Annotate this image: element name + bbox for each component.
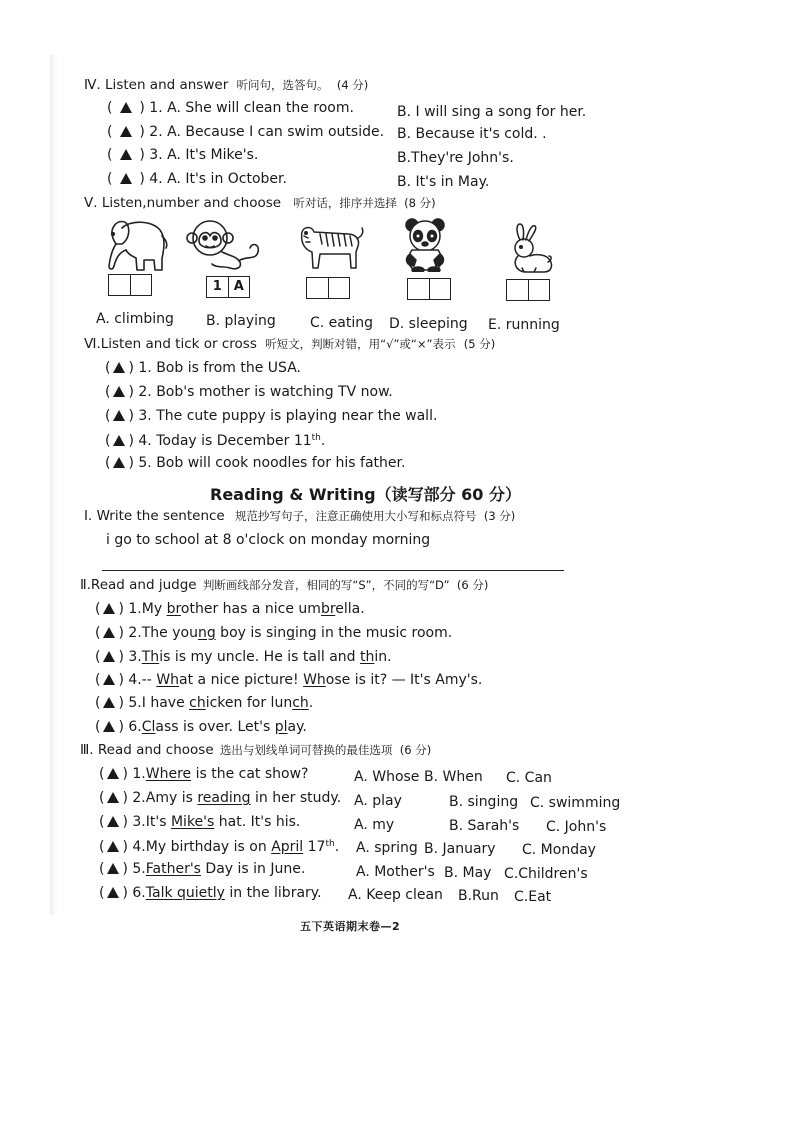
writing-answer-line[interactable]	[102, 570, 564, 571]
caption-c: C. eating	[310, 315, 374, 331]
sec4-heading	[84, 76, 368, 94]
w1-heading-en: Ⅰ. Write the sentence	[84, 508, 225, 524]
sec6-q1: ( ) 1. Bob is from the USA.	[105, 360, 301, 376]
w2-q5: ( ) 5.I have chicken for lunch.	[95, 695, 314, 711]
w2-q2: ( ) 2.The young boy is singing in the music room.	[95, 625, 453, 641]
w3-heading-cn: 选出与划线单词可替换的最佳选项	[219, 743, 393, 757]
option-b: B. Because it's cold. .	[397, 126, 547, 142]
option-a: A. Mother's	[356, 864, 435, 880]
option-c: C. swimming	[530, 795, 621, 811]
w1-score: (3 分)	[483, 509, 516, 523]
answer-box-2[interactable]: 1 A	[206, 276, 250, 298]
w2-q1: ( ) 1.My brother has a nice umbrella.	[95, 601, 365, 617]
triangle-icon	[120, 173, 132, 184]
option-a: A. It's in October.	[167, 171, 287, 187]
option-a: A. spring	[356, 840, 418, 856]
w1-heading	[84, 507, 515, 525]
w2-heading	[80, 576, 488, 594]
copy-sentence: i go to school at 8 o'clock on monday morning	[106, 532, 431, 548]
triangle-icon	[113, 435, 125, 446]
option-a: A. She will clean the room.	[167, 100, 354, 116]
sec5-heading	[84, 194, 436, 212]
option-a: A. Keep clean	[348, 887, 443, 903]
option-c: C. Can	[506, 770, 552, 786]
triangle-icon	[103, 721, 115, 732]
answer-box-3[interactable]	[306, 277, 350, 299]
answer-box-4[interactable]	[407, 278, 451, 300]
option-a: A. my	[354, 817, 395, 833]
monkey-icon	[186, 216, 270, 272]
triangle-icon	[103, 627, 115, 638]
page-footer: 五下英语期末卷—2	[300, 920, 401, 933]
caption-e: E. running	[488, 317, 560, 333]
triangle-icon	[120, 126, 132, 137]
triangle-icon	[103, 697, 115, 708]
sec6-heading-en: Ⅵ.Listen and tick or cross	[84, 336, 257, 352]
triangle-icon	[113, 410, 125, 421]
w3-score: (6 分)	[399, 743, 432, 757]
triangle-icon	[113, 362, 125, 373]
reading-writing-title: Reading & Writing（读写部分 60 分）	[210, 485, 521, 504]
option-a: A. It's Mike's.	[167, 147, 259, 163]
caption-a: A. climbing	[96, 311, 174, 327]
answer-box-1[interactable]	[108, 274, 152, 296]
option-a: A. play	[354, 793, 402, 809]
tiger-icon	[296, 222, 366, 272]
option-a: A. Because I can swim outside.	[167, 124, 385, 140]
option-c: C. Monday	[522, 842, 596, 858]
w2-q3: ( ) 3.This is my uncle. He is tall and thin.	[95, 649, 392, 665]
triangle-icon	[103, 674, 115, 685]
option-c: C.Children's	[504, 866, 588, 882]
w2-q4: ( ) 4.-- What a nice picture! Whose is it? — It's Amy's.	[95, 672, 483, 688]
w3-q6: ( ) 6.Talk quietly in the library.	[99, 885, 322, 901]
w1-heading-cn: 规范抄写句子，注意正确使用大小写和标点符号	[235, 509, 477, 523]
answer-box-5[interactable]	[506, 279, 550, 301]
w2-q6: ( ) 6.Class is over. Let's play.	[95, 719, 307, 735]
triangle-icon	[107, 863, 119, 874]
w3-heading-en: Ⅲ. Read and choose	[80, 742, 214, 758]
option-b: B.They're John's.	[397, 150, 514, 166]
w3-q5: ( ) 5.Father's Day is in June.	[99, 861, 306, 877]
option-c: C.Eat	[514, 889, 552, 905]
option-c: C. John's	[546, 819, 607, 835]
sec5-score: (8 分)	[404, 196, 436, 210]
option-b: B. May	[444, 865, 492, 881]
triangle-icon	[103, 651, 115, 662]
option-b: B.Run	[458, 888, 499, 904]
w2-heading-cn: 判断画线部分发音，相同的写“S”，不同的写“D”	[202, 578, 450, 592]
triangle-icon	[120, 102, 132, 113]
sec4-q3: ( ) 3. A. It's Mike's.	[107, 147, 259, 163]
sec5-heading-cn: 听对话，排序并选择	[293, 196, 397, 210]
w3-q4: ( ) 4.My birthday is on April 17th.	[99, 839, 340, 855]
triangle-icon	[107, 816, 119, 827]
sec4-q2: ( ) 2. A. Because I can swim outside.	[107, 124, 385, 140]
w2-heading-en: Ⅱ.Read and judge	[80, 577, 197, 593]
w2-score: (6 分)	[456, 578, 489, 592]
sec6-q3: ( ) 3. The cute puppy is playing near the wall.	[105, 408, 438, 424]
panda-icon	[402, 216, 448, 272]
triangle-icon	[113, 457, 125, 468]
sec6-heading	[84, 335, 495, 353]
option-b: B. I will sing a song for her.	[397, 104, 587, 120]
option-a: A. Whose	[354, 769, 420, 785]
triangle-icon	[113, 386, 125, 397]
triangle-icon	[107, 768, 119, 779]
triangle-icon	[107, 841, 119, 852]
sec4-heading-cn: 听问句，选答句。	[236, 78, 329, 92]
w3-q3: ( ) 3.It's Mike's hat. It's his.	[99, 814, 301, 830]
w3-q2: ( ) 2.Amy is reading in her study.	[99, 790, 342, 806]
option-b: B. January	[424, 841, 496, 857]
sec5-heading-en: Ⅴ. Listen,number and choose	[84, 195, 282, 211]
caption-b: B. playing	[206, 313, 276, 329]
w3-q1: ( ) 1.Where is the cat show?	[99, 766, 309, 782]
option-b: B. Sarah's	[449, 818, 520, 834]
elephant-icon	[100, 214, 170, 274]
scan-edge-shadow	[50, 55, 58, 915]
triangle-icon	[103, 603, 115, 614]
caption-d: D. sleeping	[389, 316, 468, 332]
triangle-icon	[107, 887, 119, 898]
sec4-score: (4 分)	[336, 78, 369, 92]
sec6-q4: ( ) 4. Today is December 11th.	[105, 433, 326, 449]
w3-heading	[80, 741, 431, 759]
triangle-icon	[120, 149, 132, 160]
sec4-q4: ( ) 4. A. It's in October.	[107, 171, 287, 187]
option-b: B. It's in May.	[397, 174, 490, 190]
option-b: B. When	[424, 769, 483, 785]
sec6-heading-cn: 听短文，判断对错，用“√”或“×”表示	[265, 337, 456, 351]
sec6-score: (5 分)	[463, 337, 496, 351]
option-b: B. singing	[449, 794, 519, 810]
triangle-icon	[107, 792, 119, 803]
sec6-q5: ( ) 5. Bob will cook noodles for his father.	[105, 455, 406, 471]
sec4-q1: ( ) 1. A. She will clean the room.	[107, 100, 354, 116]
sec6-q2: ( ) 2. Bob's mother is watching TV now.	[105, 384, 393, 400]
rabbit-icon	[504, 222, 554, 274]
sec4-heading-en: Ⅳ. Listen and answer	[84, 77, 229, 93]
